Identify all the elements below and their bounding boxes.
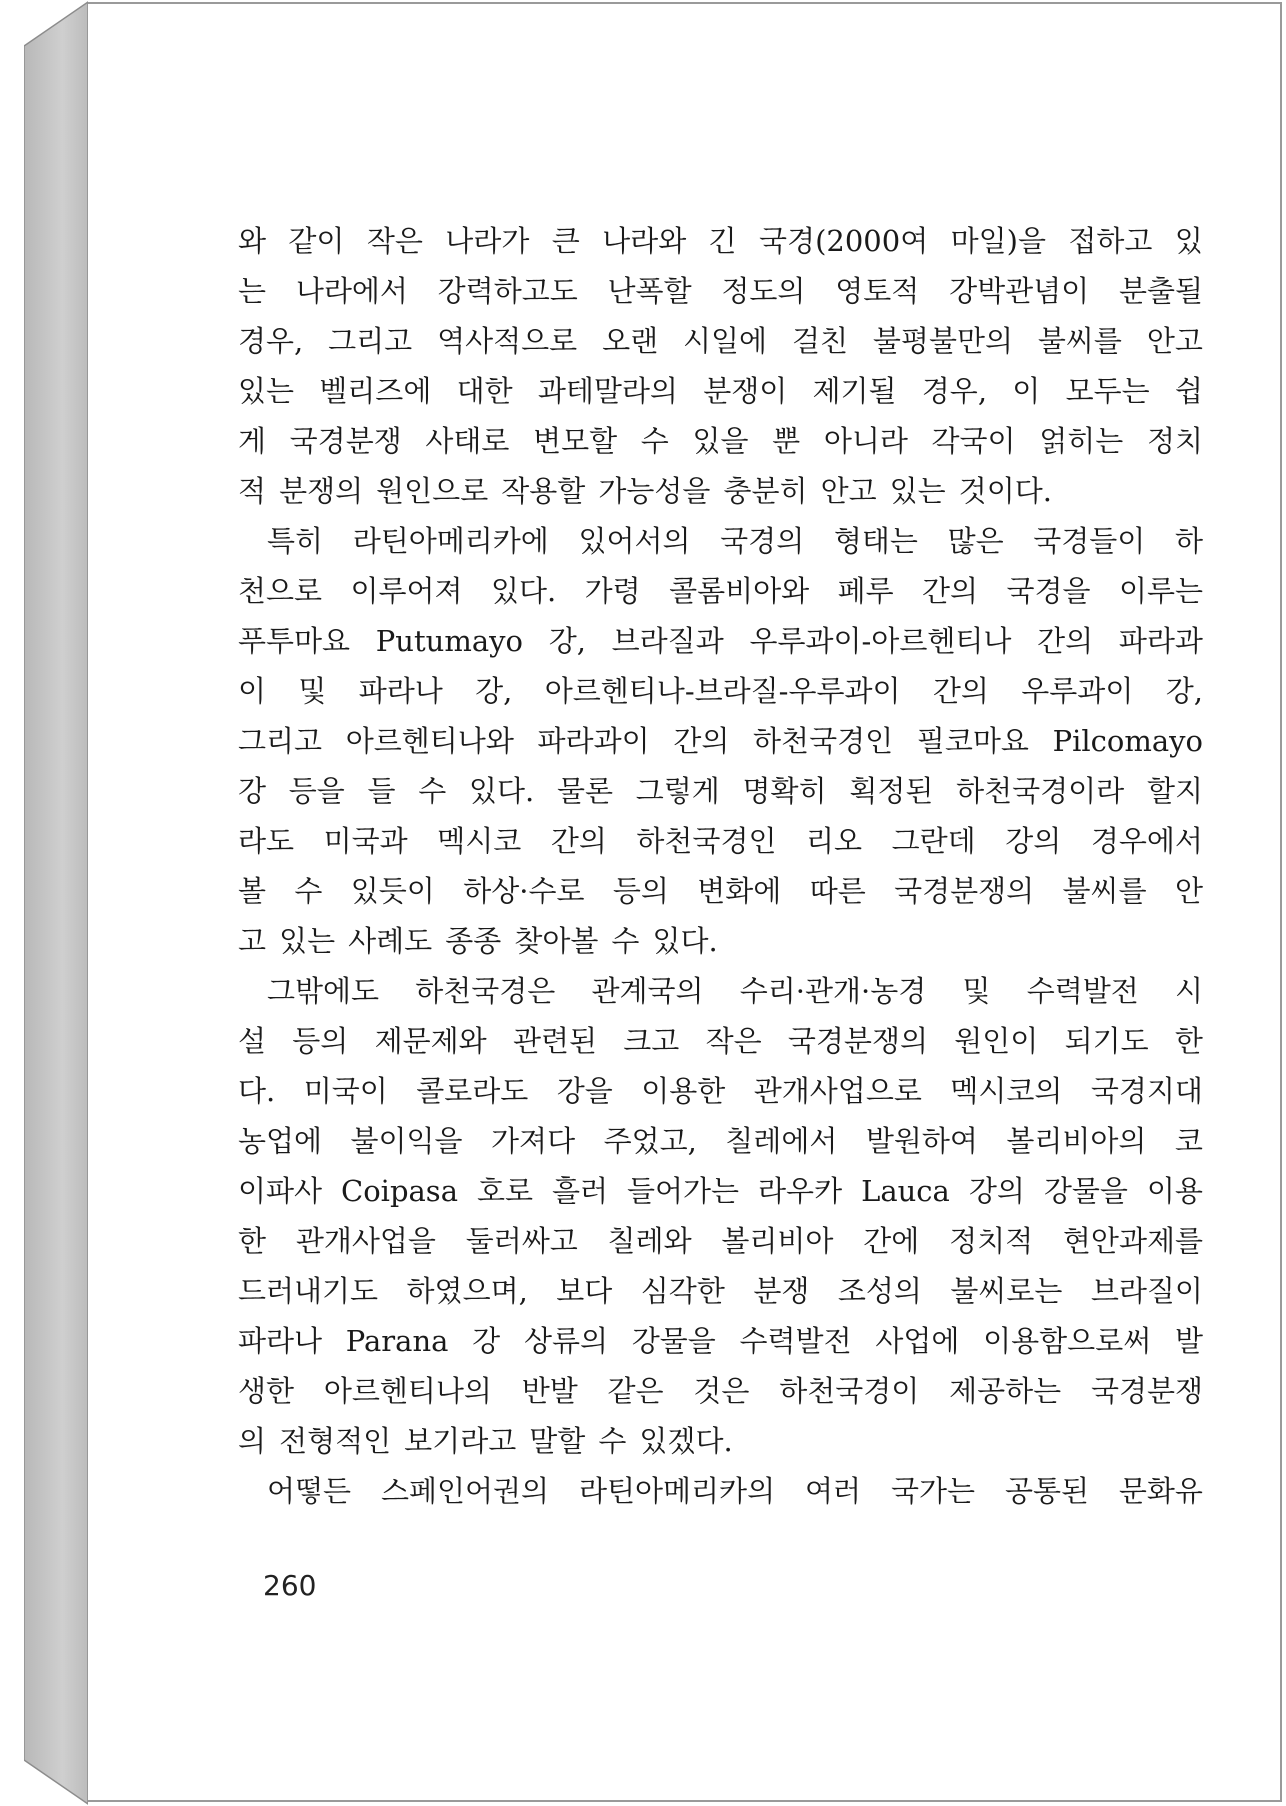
word: 명확히 bbox=[742, 774, 827, 808]
word: 현안과제를 bbox=[1062, 1224, 1203, 1258]
word: 국경지대 bbox=[1090, 1074, 1203, 1108]
word: 불평불만의 bbox=[872, 324, 1013, 358]
word: 원인이 bbox=[954, 1024, 1039, 1058]
word: 공통된 bbox=[1004, 1474, 1089, 1508]
word: 강의 bbox=[968, 1174, 1025, 1208]
word: 볼리비아의 bbox=[1006, 1124, 1147, 1158]
book-page bbox=[88, 2, 1282, 1802]
word: 벨리즈에 bbox=[319, 374, 432, 408]
text-line bbox=[238, 816, 1203, 866]
word: 강 bbox=[472, 1324, 501, 1358]
word: 있다. bbox=[469, 774, 535, 808]
word: 난폭할 bbox=[607, 274, 692, 308]
word: 칠레에서 bbox=[725, 1124, 838, 1158]
word: 설 bbox=[238, 1024, 267, 1058]
book-spine bbox=[24, 0, 88, 1806]
word: 있 bbox=[1174, 224, 1203, 258]
word: 라도 bbox=[238, 824, 295, 858]
word: 브라질이 bbox=[1090, 1274, 1203, 1308]
word: 오랜 bbox=[602, 324, 659, 358]
word: 미국과 bbox=[323, 824, 408, 858]
word: Putumayo bbox=[375, 624, 523, 658]
word: 국경(2000여 bbox=[759, 224, 929, 258]
word: 있다. bbox=[652, 924, 718, 958]
word: 이루어져 bbox=[350, 574, 463, 608]
word: 그밖에도 bbox=[267, 974, 380, 1008]
word: 되기도 bbox=[1064, 1024, 1149, 1058]
word: 국가는 bbox=[890, 1474, 976, 1508]
word: 것은 bbox=[693, 1374, 750, 1408]
text-line bbox=[238, 216, 1203, 266]
word: 있는 bbox=[279, 924, 336, 958]
text-line bbox=[238, 516, 1203, 566]
word: 하천국경인 bbox=[636, 824, 777, 858]
word: 뿐 bbox=[772, 424, 801, 458]
word: 변모할 bbox=[533, 424, 618, 458]
word: 적 bbox=[238, 474, 267, 508]
word: 경우, bbox=[921, 374, 988, 408]
word: 정도의 bbox=[721, 274, 806, 308]
word: 있다. bbox=[490, 574, 557, 608]
word: 하 bbox=[1174, 524, 1203, 558]
word: 나라와 bbox=[602, 224, 687, 258]
word: 멕시코의 bbox=[950, 1074, 1063, 1108]
word: 작은 bbox=[705, 1024, 762, 1058]
word: 수리·관개·농경 bbox=[739, 974, 927, 1008]
text-line bbox=[238, 1316, 1203, 1366]
word: 국경분쟁 bbox=[289, 424, 402, 458]
text-line bbox=[238, 366, 1203, 416]
word: 하천국경인 bbox=[753, 724, 894, 758]
word: 미국이 bbox=[303, 1074, 388, 1108]
word: 충분히 bbox=[723, 474, 808, 508]
word: 형태는 bbox=[833, 524, 918, 558]
text-line bbox=[238, 1016, 1203, 1066]
word: Coipasa bbox=[341, 1174, 458, 1208]
word: 고 bbox=[238, 924, 267, 958]
word: 라우카 bbox=[758, 1174, 843, 1208]
word: 볼 bbox=[238, 874, 267, 908]
word: 그란데 bbox=[891, 824, 976, 858]
word: 드러내기도 bbox=[238, 1274, 379, 1308]
word: 얽히는 bbox=[1039, 424, 1124, 458]
word: 하천국경은 bbox=[415, 974, 556, 1008]
word: 우루과이-아르헨티나 bbox=[749, 624, 1012, 658]
word: 관개사업으로 bbox=[753, 1074, 922, 1108]
word: 강의 bbox=[1005, 824, 1062, 858]
word: 것이다. bbox=[958, 474, 1052, 508]
word: 흘러 bbox=[551, 1174, 609, 1208]
word: 물론 bbox=[557, 774, 614, 808]
word: 이루는 bbox=[1118, 574, 1203, 608]
word: 가령 bbox=[584, 574, 641, 608]
word: 이 bbox=[1012, 374, 1041, 408]
text-line bbox=[238, 1366, 1203, 1416]
word: 수 bbox=[598, 1424, 627, 1458]
word: 수 bbox=[418, 774, 447, 808]
text-line bbox=[238, 966, 1203, 1016]
word: 긴 bbox=[708, 224, 737, 258]
text-line bbox=[238, 616, 1203, 666]
word: 그리고 bbox=[238, 724, 323, 758]
word: 강을 bbox=[556, 1074, 613, 1108]
word: 제기될 bbox=[812, 374, 897, 408]
text-line bbox=[238, 1166, 1203, 1216]
text-line bbox=[238, 1416, 1203, 1466]
word: 이파사 bbox=[238, 1174, 323, 1208]
word: 말할 bbox=[529, 1424, 586, 1458]
word: 관계국의 bbox=[591, 974, 704, 1008]
word: 같이 bbox=[288, 224, 345, 258]
word: 아르헨티나-브라질-우루과이 bbox=[544, 674, 901, 708]
word: 모두는 bbox=[1065, 374, 1150, 408]
word: 수 bbox=[640, 424, 669, 458]
word: 강력하고도 bbox=[437, 274, 578, 308]
word: 어떻든 bbox=[267, 1474, 352, 1508]
word: 같은 bbox=[607, 1374, 664, 1408]
word: 접하고 bbox=[1068, 224, 1153, 258]
word: 불씨로는 bbox=[950, 1274, 1063, 1308]
word: 정치적 bbox=[949, 1224, 1034, 1258]
text-line bbox=[238, 866, 1203, 916]
word: 각국이 bbox=[931, 424, 1016, 458]
word: 볼리비아 bbox=[721, 1224, 834, 1258]
word: 가져다 bbox=[491, 1124, 576, 1158]
word: 마일)을 bbox=[950, 224, 1046, 258]
word: 영토적 bbox=[835, 274, 920, 308]
word: 간의 bbox=[550, 824, 607, 858]
text-line bbox=[238, 766, 1203, 816]
word: 사업에 bbox=[875, 1324, 960, 1358]
word: 들어가는 bbox=[627, 1174, 740, 1208]
word: 수 bbox=[611, 924, 640, 958]
word: 파라과이 bbox=[537, 724, 650, 758]
word: 게 bbox=[238, 424, 267, 458]
word: 이용함으로써 bbox=[983, 1324, 1152, 1358]
word: 분쟁 bbox=[753, 1274, 810, 1308]
word: 한 bbox=[238, 1224, 267, 1258]
word: 변화에 bbox=[697, 874, 782, 908]
word: 필코마요 bbox=[916, 724, 1029, 758]
word: 칠레와 bbox=[607, 1224, 692, 1258]
word: 보다 bbox=[556, 1274, 613, 1308]
word: 하천국경이 bbox=[779, 1374, 920, 1408]
word: 많은 bbox=[947, 524, 1004, 558]
word: 역사적으로 bbox=[437, 324, 578, 358]
word: 있어서의 bbox=[578, 524, 691, 558]
word: 과테말라의 bbox=[537, 374, 678, 408]
word: 이용 bbox=[1146, 1174, 1203, 1208]
word: 생한 bbox=[238, 1374, 295, 1408]
word: 수력발전 bbox=[739, 1324, 852, 1358]
word: 경우, bbox=[238, 324, 304, 358]
word: 불씨를 bbox=[1037, 324, 1122, 358]
word: 들 bbox=[367, 774, 396, 808]
word: 종종 bbox=[445, 924, 502, 958]
word: 쉽 bbox=[1174, 374, 1203, 408]
text-line bbox=[238, 1116, 1203, 1166]
word: 가능성을 bbox=[598, 474, 711, 508]
word: 우루과이 bbox=[1021, 674, 1134, 708]
word: 강, bbox=[475, 674, 513, 708]
text-line bbox=[238, 466, 1203, 516]
word: 강, bbox=[1165, 674, 1203, 708]
word: 등의 bbox=[292, 1024, 349, 1058]
word: 큰 bbox=[551, 224, 580, 258]
word: 강 bbox=[238, 774, 267, 808]
word: 있는 bbox=[238, 374, 295, 408]
text-line bbox=[238, 916, 1203, 966]
word: 아르헨티나와 bbox=[345, 724, 514, 758]
word: 특히 bbox=[267, 524, 324, 558]
word: 발원하여 bbox=[865, 1124, 978, 1158]
word: 나라가 bbox=[445, 224, 530, 258]
word: 안고 bbox=[1146, 324, 1203, 358]
text-line bbox=[238, 716, 1203, 766]
word: 정치 bbox=[1146, 424, 1203, 458]
word: 한 bbox=[1174, 1024, 1203, 1058]
word: 푸투마요 bbox=[238, 624, 351, 658]
text-line bbox=[238, 266, 1203, 316]
word: 상류의 bbox=[523, 1324, 608, 1358]
text-line bbox=[238, 1466, 1203, 1516]
word: 국경분쟁 bbox=[1090, 1374, 1203, 1408]
word: 걸친 bbox=[791, 324, 849, 358]
text-line bbox=[238, 1216, 1203, 1266]
word: 문화유 bbox=[1118, 1474, 1203, 1508]
word: 강박관념이 bbox=[949, 274, 1090, 308]
word: 아르헨티나의 bbox=[323, 1374, 492, 1408]
word: 시 bbox=[1174, 974, 1203, 1008]
word: 있는 bbox=[889, 474, 946, 508]
word: Pilcomayo bbox=[1052, 724, 1203, 758]
word: 페루 bbox=[837, 574, 894, 608]
word: 안고 bbox=[820, 474, 877, 508]
word: 안 bbox=[1174, 874, 1203, 908]
word: 분쟁의 bbox=[279, 474, 364, 508]
word: 찾아볼 bbox=[514, 924, 599, 958]
word: 코 bbox=[1174, 1124, 1203, 1158]
word: 및 bbox=[298, 674, 327, 708]
word: 따른 bbox=[809, 874, 866, 908]
word: 불씨를 bbox=[1062, 874, 1147, 908]
word: 국경분쟁의 bbox=[894, 874, 1035, 908]
word: 발 bbox=[1174, 1324, 1203, 1358]
word: 간의 bbox=[922, 574, 979, 608]
text-line bbox=[238, 1266, 1203, 1316]
body-text bbox=[238, 216, 1203, 1516]
word: 주었고, bbox=[603, 1124, 697, 1158]
word: 파라나 bbox=[238, 1324, 323, 1358]
word: 크고 bbox=[623, 1024, 680, 1058]
word: 반발 bbox=[521, 1374, 578, 1408]
word: 나라에서 bbox=[295, 274, 408, 308]
word: 브라질과 bbox=[611, 624, 724, 658]
word: 조성의 bbox=[837, 1274, 922, 1308]
word: 이용한 bbox=[641, 1074, 726, 1108]
text-line bbox=[238, 416, 1203, 466]
text-line bbox=[238, 566, 1203, 616]
page-number: 260 bbox=[263, 1569, 317, 1602]
word: 작용할 bbox=[501, 474, 586, 508]
word: 콜롬비아와 bbox=[669, 574, 810, 608]
word: 는 bbox=[238, 274, 267, 308]
word: 할지 bbox=[1146, 774, 1203, 808]
word: 사태로 bbox=[425, 424, 510, 458]
word: 강물을 bbox=[1043, 1174, 1128, 1208]
word: 국경분쟁의 bbox=[787, 1024, 928, 1058]
word: 분쟁이 bbox=[703, 374, 788, 408]
word: 라틴아메리카의 bbox=[578, 1474, 776, 1508]
text-line bbox=[238, 1066, 1203, 1116]
word: 등의 bbox=[612, 874, 669, 908]
word: 하상·수로 bbox=[463, 874, 585, 908]
word: 멕시코 bbox=[437, 824, 522, 858]
word: 국경을 bbox=[1006, 574, 1091, 608]
word: 파라과 bbox=[1118, 624, 1203, 658]
word: 리오 bbox=[806, 824, 863, 858]
word: 획정된 bbox=[849, 774, 934, 808]
word: 대한 bbox=[456, 374, 513, 408]
text-line bbox=[238, 316, 1203, 366]
word: 하천국경이라 bbox=[956, 774, 1125, 808]
word: 강, bbox=[548, 624, 586, 658]
word: 불이익을 bbox=[350, 1124, 463, 1158]
word: 국경들이 bbox=[1033, 524, 1146, 558]
word: 및 bbox=[962, 974, 991, 1008]
word: 국경의 bbox=[720, 524, 805, 558]
word: 파라나 bbox=[358, 674, 443, 708]
word: 아니라 bbox=[823, 424, 908, 458]
word: 관개사업을 bbox=[295, 1224, 436, 1258]
word: Parana bbox=[345, 1324, 449, 1358]
word: 스페인어권의 bbox=[380, 1474, 550, 1508]
word: 그렇게 bbox=[635, 774, 720, 808]
word: 분출될 bbox=[1118, 274, 1203, 308]
word: 작은 bbox=[366, 224, 423, 258]
word: 강물을 bbox=[631, 1324, 716, 1358]
word: 제문제와 bbox=[374, 1024, 487, 1058]
word: 있을 bbox=[692, 424, 749, 458]
word: 수 bbox=[294, 874, 323, 908]
word: 보기라고 bbox=[404, 1424, 517, 1458]
word: 시일에 bbox=[683, 324, 768, 358]
word: 둘러싸고 bbox=[465, 1224, 578, 1258]
word: 있겠다. bbox=[639, 1424, 733, 1458]
word: 등을 bbox=[288, 774, 345, 808]
word: 수력발전 bbox=[1026, 974, 1139, 1008]
word: 간의 bbox=[1037, 624, 1094, 658]
word: 간에 bbox=[863, 1224, 920, 1258]
text-line bbox=[238, 666, 1203, 716]
word: Lauca bbox=[861, 1174, 950, 1208]
word: 여러 bbox=[805, 1474, 862, 1508]
word: 제공하는 bbox=[949, 1374, 1062, 1408]
word: 심각한 bbox=[640, 1274, 725, 1308]
word: 호로 bbox=[476, 1174, 533, 1208]
word: 다. bbox=[238, 1074, 276, 1108]
word: 이 bbox=[238, 674, 267, 708]
word: 간의 bbox=[673, 724, 730, 758]
word: 콜로라도 bbox=[416, 1074, 529, 1108]
word: 천으로 bbox=[238, 574, 323, 608]
word: 하였으며, bbox=[406, 1274, 528, 1308]
word: 와 bbox=[238, 224, 267, 258]
word: 간의 bbox=[932, 674, 989, 708]
word: 관련된 bbox=[512, 1024, 597, 1058]
word: 사례도 bbox=[348, 924, 433, 958]
word: 있듯이 bbox=[350, 874, 435, 908]
word: 원인으로 bbox=[376, 474, 489, 508]
word: 농업에 bbox=[238, 1124, 323, 1158]
word: 라틴아메리카에 bbox=[352, 524, 549, 558]
word: 의 bbox=[238, 1424, 267, 1458]
word: 그리고 bbox=[328, 324, 413, 358]
word: 전형적인 bbox=[279, 1424, 392, 1458]
word: 경우에서 bbox=[1090, 824, 1203, 858]
